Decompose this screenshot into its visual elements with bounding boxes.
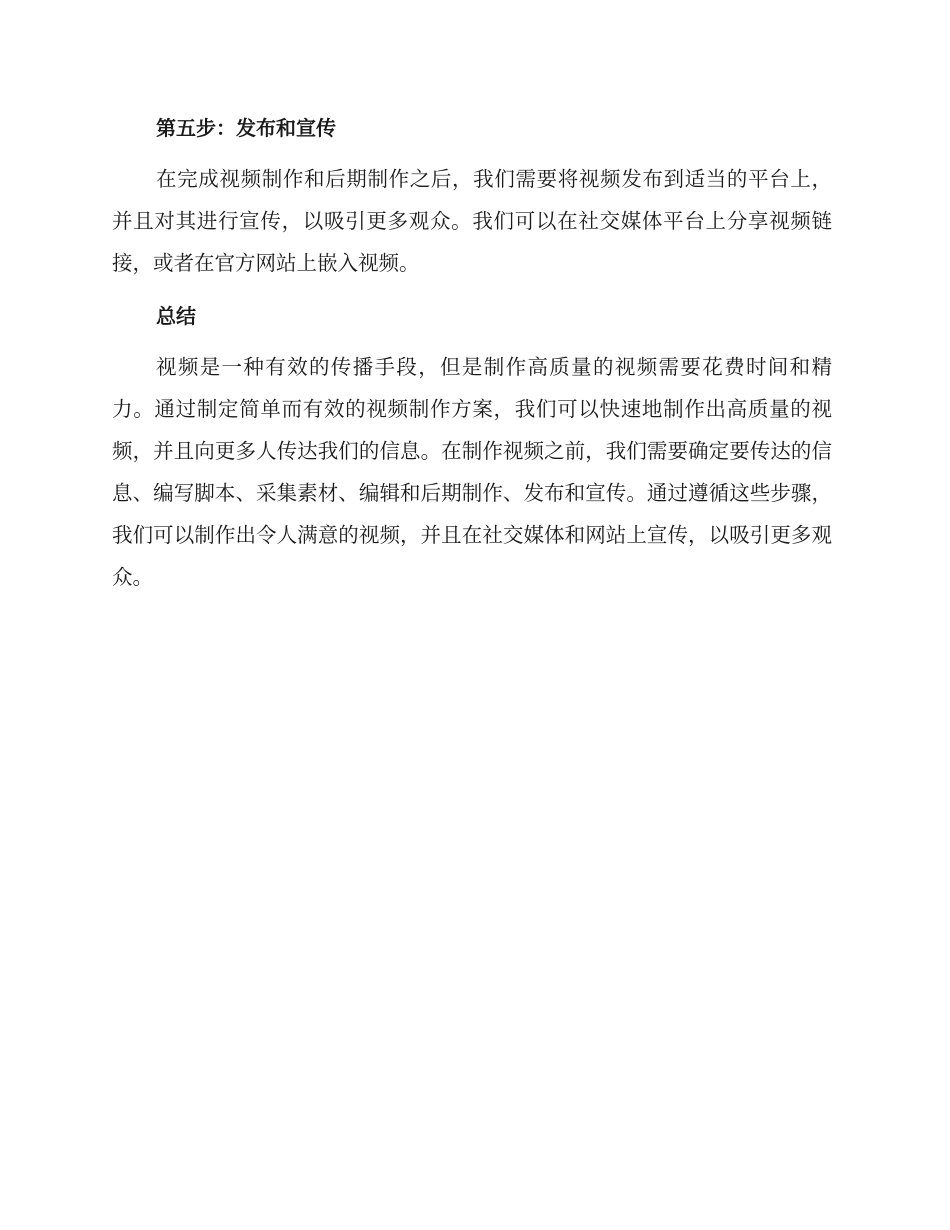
section-heading: 总结 <box>156 304 196 328</box>
document-page <box>112 108 832 610</box>
section-paragraph: 在完成视频制作和后期制作之后，我们需要将视频发布到适当的平台上，并且对其进行宣传，以吸引更多观众。我们可以在社交媒体平台上分享视频链接，或者在官方网站上嵌入视频。 <box>112 167 832 275</box>
section-summary <box>112 296 832 598</box>
section-paragraph: 视频是一种有效的传播手段，但是制作高质量的视频需要花费时间和精力。通过制定简单而有效的视频制作方案，我们可以快速地制作出高质量的视频，并且向更多人传达我们的信息。在制作视频之前，我们需要确定要传达的信息、编写脚本、采集素材、编辑和后期制作、发布和宣传。通过遵循这些步骤，我们可以制作出令人满意的视频，并且在社交媒体和网站上宣传，以吸引更多观众。 <box>112 355 832 589</box>
section-publish-promote <box>112 108 832 284</box>
section-heading: 第五步：发布和宣传 <box>156 116 336 140</box>
